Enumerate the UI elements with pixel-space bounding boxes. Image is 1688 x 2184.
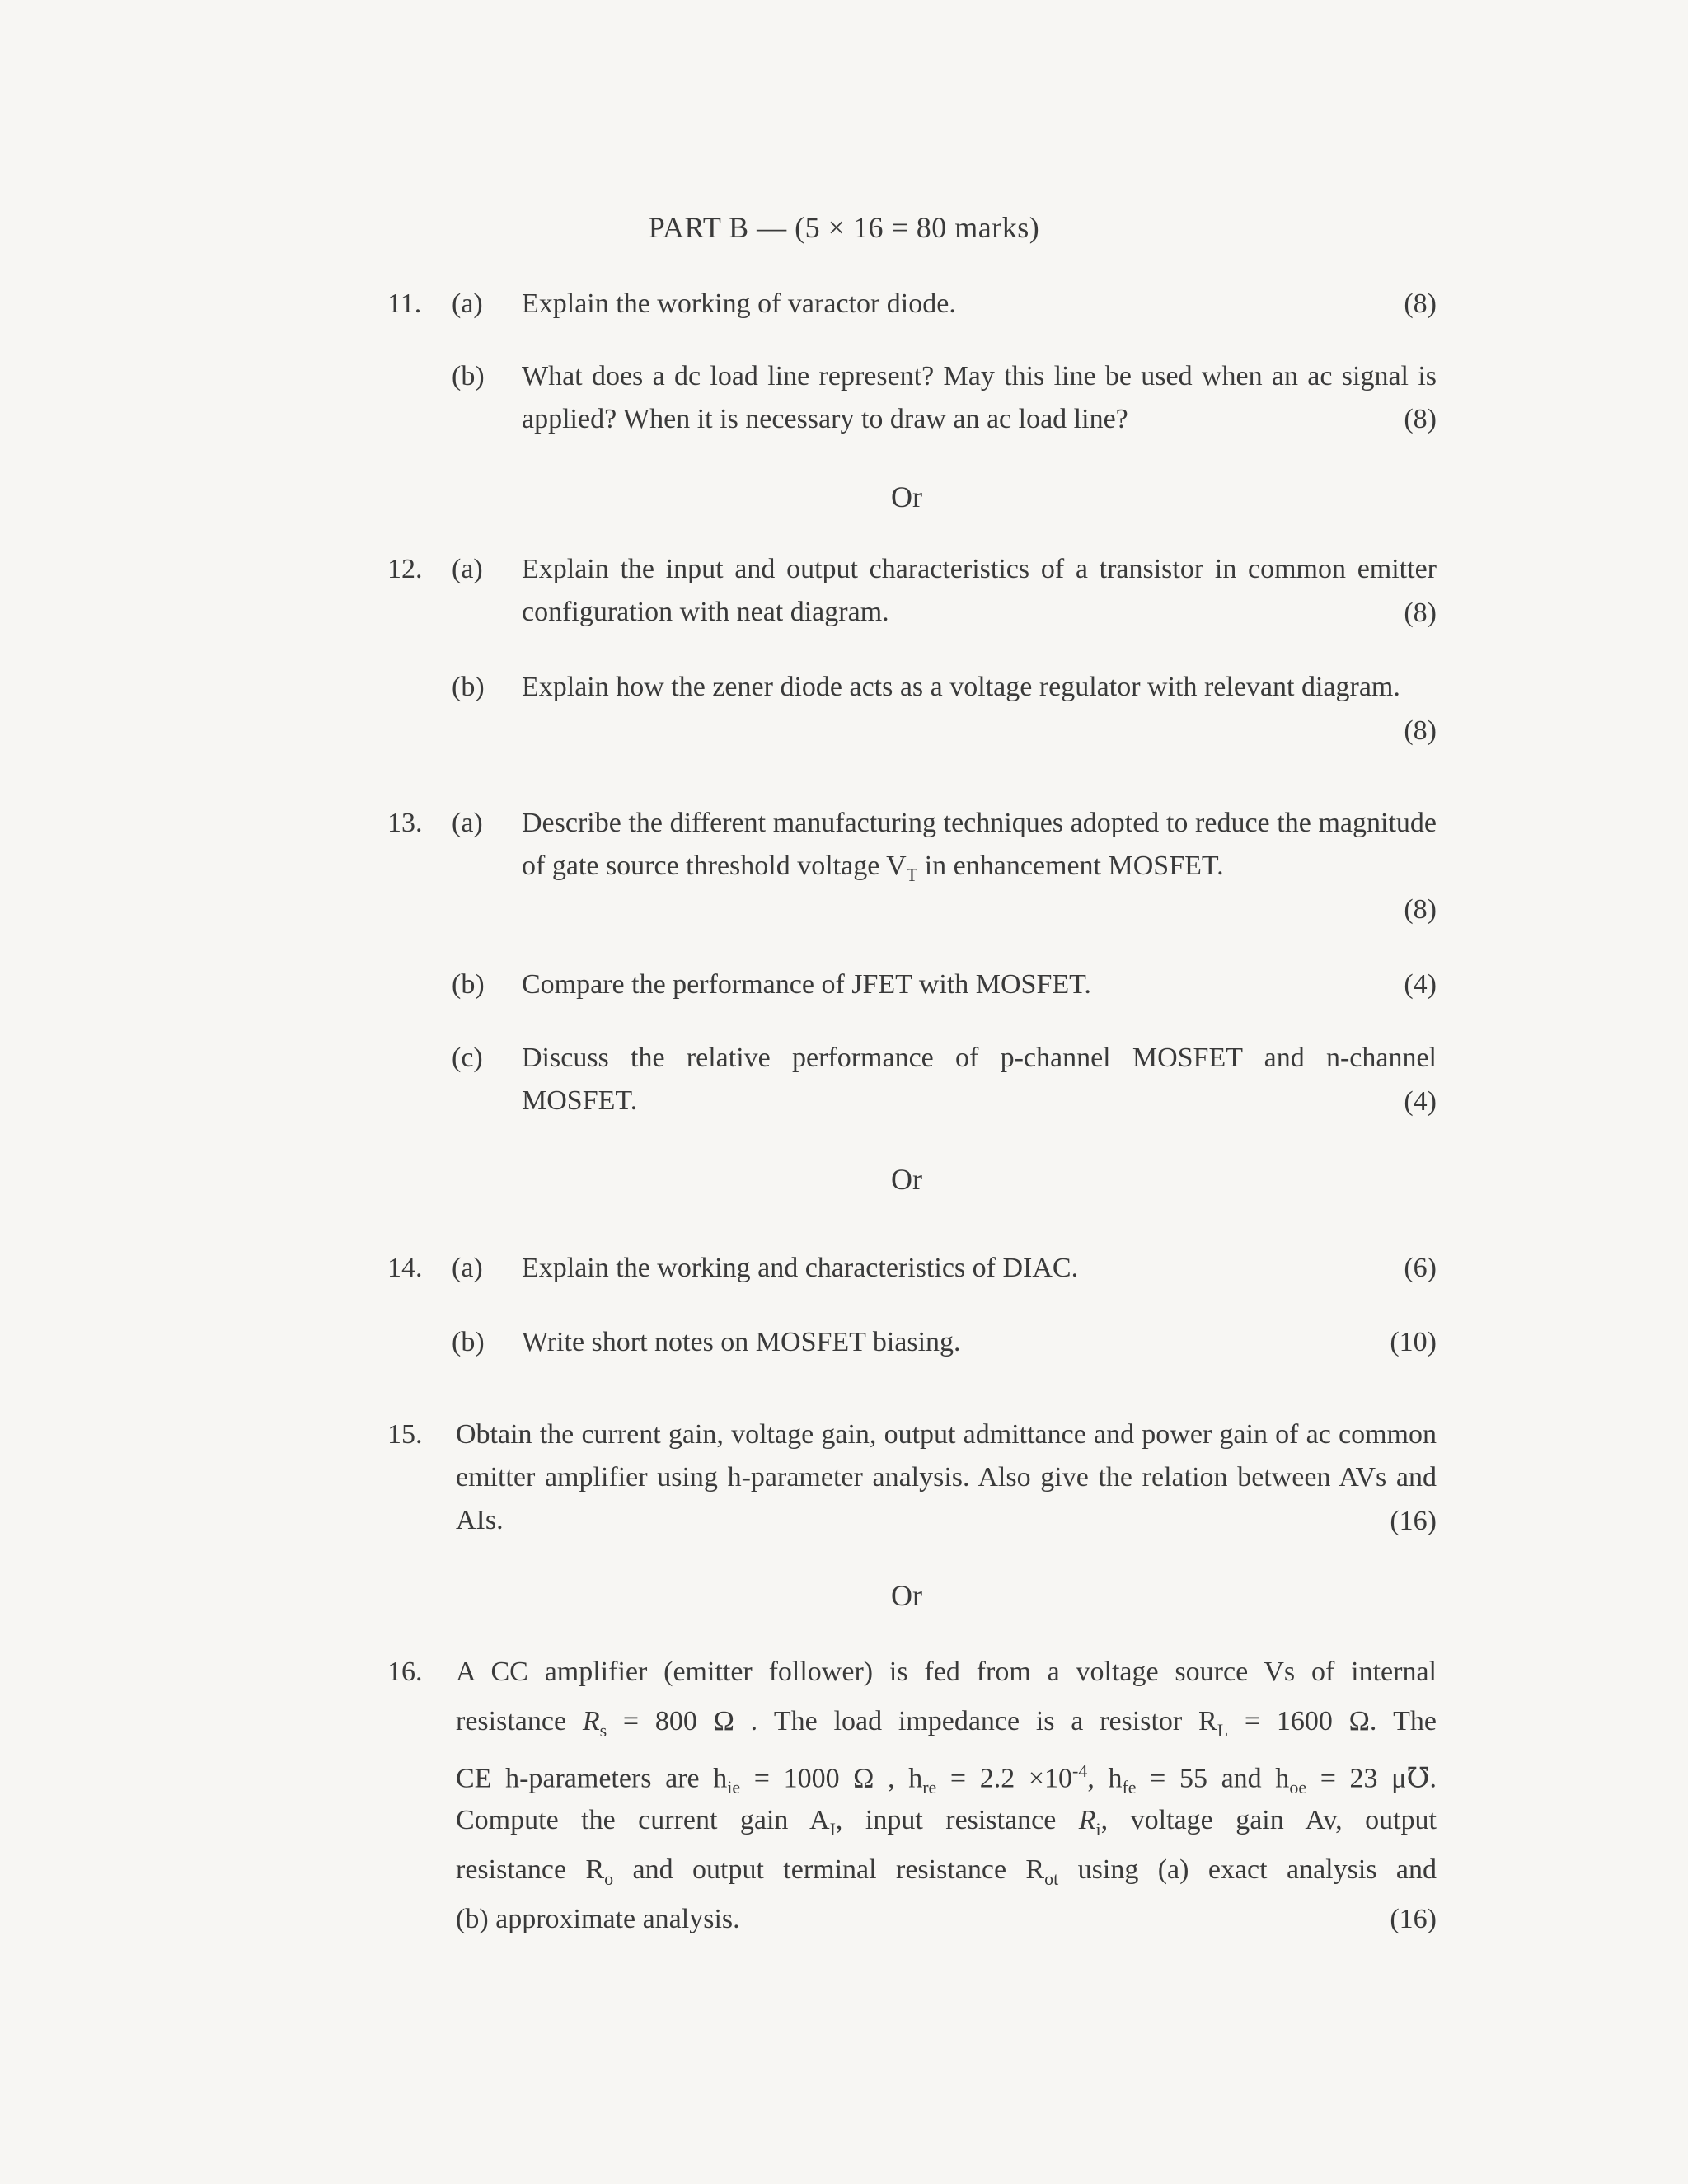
question-number-13: 13. [387, 808, 423, 838]
q11-a-text: Explain the working of varactor diode. [522, 288, 956, 319]
q16-l3-ie-sub: ie [727, 1777, 741, 1798]
q16-line-2 [456, 1700, 1437, 1752]
q13-c-marks: (4) [1404, 1086, 1437, 1117]
q16-marks: (16) [1390, 1904, 1437, 1934]
q12-a-text: Explain the input and output characteristics of a transistor in common emitter configuration with neat diagram. [522, 554, 1437, 627]
q16-l4-ri-sub: i [1095, 1818, 1101, 1840]
q13-a-text [522, 802, 1437, 897]
q16-l4-ri: R [1078, 1805, 1096, 1835]
q12-a-marks: (8) [1404, 598, 1437, 628]
q16-l3-a: CE h-parameters are h [456, 1763, 728, 1794]
q16-l2-rl-sub: L [1217, 1719, 1229, 1741]
q11-b-marks: (8) [1404, 404, 1437, 434]
q16-l4-a: Compute the current gain A [456, 1805, 830, 1835]
q13-c-text: Discuss the relative performance of p-channel MOSFET and n-channel MOSFET. [522, 1043, 1437, 1116]
q14-b-marks: (10) [1390, 1327, 1437, 1357]
q16-line-4 [456, 1799, 1437, 1851]
q16-line-1: A CC amplifier (emitter follower) is fed from a voltage source Vs of internal [456, 1657, 1437, 1687]
question-number-12: 12. [387, 554, 423, 584]
q16-l2-b: = 800 Ω . The load impedance is a resistor R [607, 1706, 1217, 1736]
q14-a-text: Explain the working and characteristics of DIAC. [522, 1253, 1079, 1283]
q14-b-label: (b) [452, 1327, 485, 1357]
q16-l5-o-sub: o [604, 1868, 614, 1889]
q13-a-marks: (8) [1404, 894, 1437, 925]
q16-l3-fe-sub: fe [1122, 1777, 1137, 1798]
q16-line-5 [456, 1849, 1437, 1900]
q16-l3-oe-sub: oe [1289, 1777, 1307, 1798]
part-header: PART B — (5 × 16 = 80 marks) [648, 211, 1040, 244]
q16-l2-rs: R [582, 1706, 600, 1736]
q16-l3-exp: -4 [1072, 1760, 1088, 1781]
q13-a-text-post: in enhancement MOSFET. [917, 851, 1224, 881]
q11-a-label: (a) [452, 288, 483, 319]
q16-l5-c: using (a) exact analysis and [1058, 1854, 1437, 1885]
q14-a-marks: (6) [1404, 1253, 1437, 1283]
question-number-11: 11. [387, 288, 422, 319]
q16-l4-c: , voltage gain Av, output [1100, 1805, 1437, 1835]
q13-b-marks: (4) [1404, 969, 1437, 1000]
q15-marks: (16) [1390, 1506, 1437, 1536]
q15-text: Obtain the current gain, voltage gain, output admittance and power gain of ac common emitter amplifier using h-parameter analysis. Also give the relation between AVs and AIs. [456, 1419, 1437, 1535]
q16-l2-a: resistance [456, 1706, 583, 1736]
q14-b-text: Write short notes on MOSFET biasing. [522, 1327, 961, 1357]
q16-l3-c: = 2.2 ×10 [936, 1763, 1073, 1794]
q12-b-text: Explain how the zener diode acts as a voltage regulator with relevant diagram. [522, 672, 1400, 702]
question-number-14: 14. [387, 1253, 423, 1283]
or-divider-3: Or [891, 1579, 922, 1612]
q16-l5-ot-sub: ot [1044, 1868, 1059, 1889]
q13-a-text-sub: T [906, 864, 918, 885]
q16-l5-a: resistance R [456, 1854, 605, 1885]
q16-l2-c: = 1600 Ω. The [1228, 1706, 1437, 1736]
q16-l2-rs-sub: s [599, 1719, 607, 1741]
q16-l3-d: , h [1087, 1763, 1123, 1794]
or-divider-1: Or [891, 480, 922, 513]
q11-b-label: (b) [452, 361, 485, 391]
or-divider-2: Or [891, 1163, 922, 1196]
q16-l5-b: and output terminal resistance R [613, 1854, 1045, 1885]
q14-a-label: (a) [452, 1253, 483, 1283]
q11-b-text: What does a dc load line represent? May this line be used when an ac signal is applied? When it is necessary to draw an ac load line? [522, 361, 1437, 434]
q16-l3-b: = 1000 Ω , h [740, 1763, 923, 1794]
q13-a-label: (a) [452, 808, 483, 838]
q13-b-text: Compare the performance of JFET with MOSFET. [522, 969, 1091, 1000]
q16-l4-b: , input resistance [835, 1805, 1079, 1835]
q16-l3-re-sub: re [922, 1777, 937, 1798]
q13-c-label: (c) [452, 1043, 483, 1073]
q13-b-label: (b) [452, 969, 485, 1000]
question-number-15: 15. [387, 1419, 423, 1450]
q16-l3-e: = 55 and h [1136, 1763, 1290, 1794]
q12-b-marks: (8) [1404, 715, 1437, 746]
q16-l4-i-sub: I [829, 1818, 836, 1840]
question-number-16: 16. [387, 1657, 423, 1687]
q16-line-6: (b) approximate analysis. [456, 1904, 740, 1934]
q12-a-label: (a) [452, 554, 483, 584]
q11-a-marks: (8) [1404, 288, 1437, 319]
q16-l3-f: = 23 μ℧. [1306, 1763, 1437, 1794]
q12-b-label: (b) [452, 672, 485, 702]
q13-a-text-pre: Describe the different manufacturing techniques adopted to reduce the magnitude of gate source threshold voltage V [522, 808, 1437, 881]
